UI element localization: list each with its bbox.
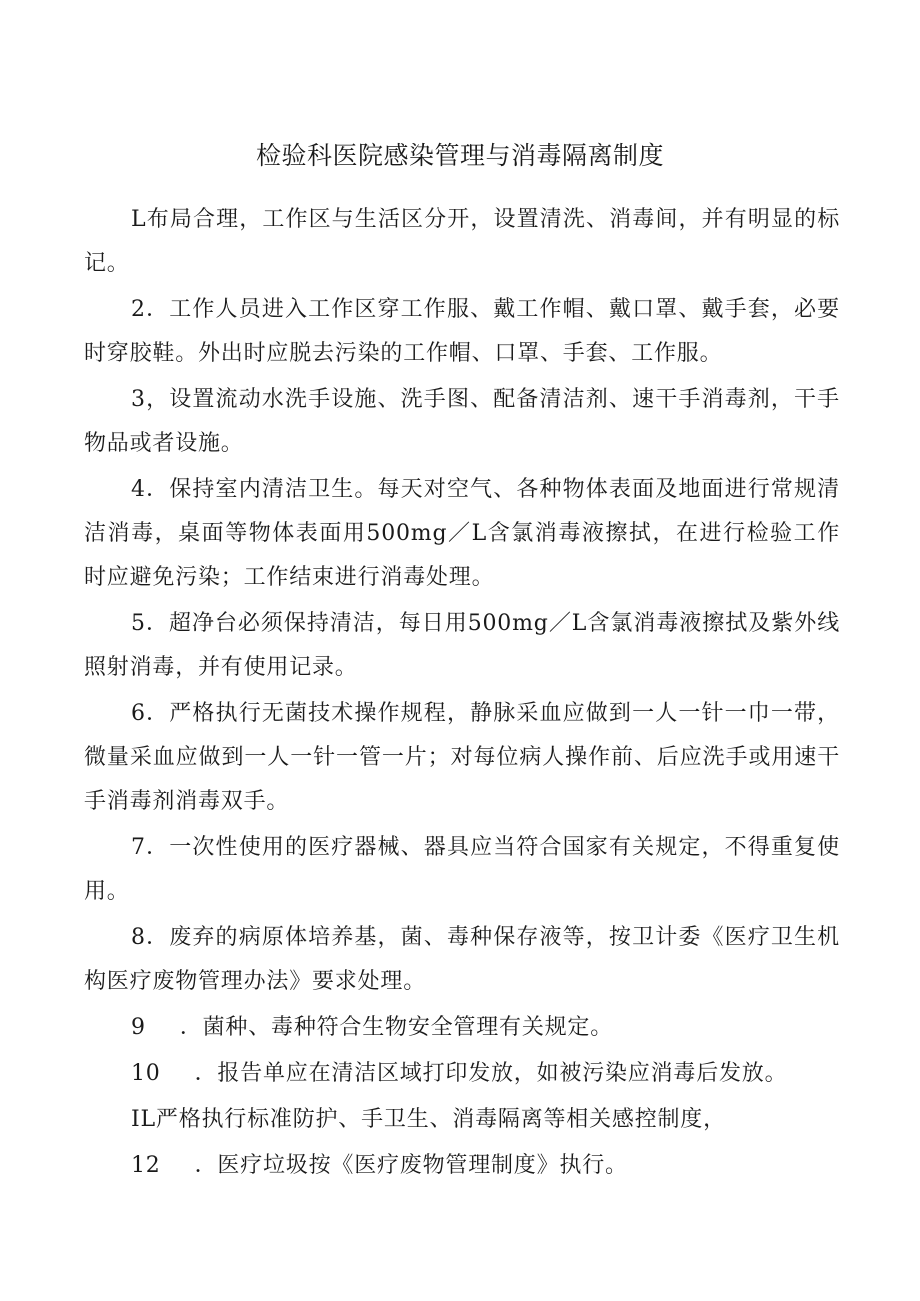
list-item: 5．超净台必须保持清洁，每日用500mg／L含氯消毒液擦拭及紫外线照射消毒，并有使用记录。: [84, 611, 840, 680]
item-text: ．菌种、毒种符合生物安全管理有关规定。: [179, 1015, 614, 1040]
document-title: 检验科医院感染管理与消毒隔离制度: [255, 141, 664, 170]
item-number: 10: [131, 1061, 161, 1086]
list-item: 8．废弃的病原体培养基，菌、毒种保存液等，按卫计委《医疗卫生机构医疗废物管理办法》要求处理。: [84, 925, 840, 994]
list-item: 4．保持室内清洁卫生。每天对空气、各种物体表面及地面进行常规清洁消毒，桌面等物体表面用500mg／L含氯消毒液擦拭，在进行检验工作时应避免污染；工作结束进行消毒处理。: [84, 477, 840, 590]
list-item: 7．一次性使用的医疗器械、器具应当符合国家有关规定，不得重复使用。: [84, 835, 840, 904]
list-item: 6．严格执行无菌技术操作规程，静脉采血应做到一人一针一巾一带，微量采血应做到一人一针一管一片；对每位病人操作前、后应洗手或用速干手消毒剂消毒双手。: [84, 701, 840, 814]
item-text: ．医疗垃圾按《医疗废物管理制度》执行。: [194, 1153, 628, 1178]
list-item: IL严格执行标准防护、手卫生、消毒隔离等相关感控制度，: [131, 1107, 726, 1132]
list-item: [84, 1144, 840, 1188]
document-body: [84, 198, 840, 1190]
list-item: [84, 1006, 840, 1050]
list-item: [84, 1052, 840, 1096]
list-item: 2．工作人员进入工作区穿工作服、戴工作帽、戴口罩、戴手套，必要时穿胶鞋。外出时应脱去污染的工作帽、口罩、手套、工作服。: [84, 297, 840, 366]
list-item: 3，设置流动水洗手设施、洗手图、配备清洁剂、速干手消毒剂，干手物品或者设施。: [84, 387, 840, 456]
item-number: 12: [131, 1153, 161, 1178]
list-item: L布局合理，工作区与生活区分开，设置清洗、消毒间，并有明显的标记。: [84, 207, 840, 276]
item-text: ．报告单应在清洁区域打印发放，如被污染应消毒后发放。: [194, 1061, 788, 1086]
item-number: 9: [131, 1015, 146, 1040]
